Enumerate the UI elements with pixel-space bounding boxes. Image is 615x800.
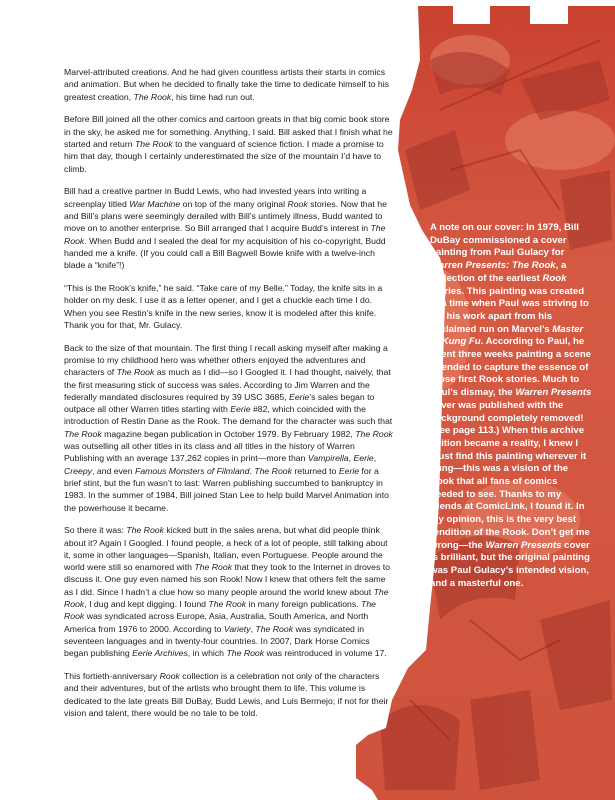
italic-title-text: Famous Monsters of Filmland — [135, 465, 250, 476]
italic-title-text: The Rook — [64, 223, 386, 246]
text-run: Back to the size of that mountain. The first thing I recall asking myself after making a promise to my childhood hero was whether others enjoyed the adventures and characters of — [64, 342, 388, 378]
italic-title-text: Eerie — [353, 453, 374, 464]
italic-title-text: The Rook — [194, 562, 233, 573]
body-paragraph — [64, 185, 394, 271]
text-run: This fortieth-anniversary — [64, 671, 160, 682]
body-paragraph — [64, 66, 394, 103]
italic-title-text: The Rook — [255, 623, 294, 634]
text-run: on top of the many original — [180, 198, 288, 209]
italic-title-text: Rook — [542, 272, 567, 284]
text-run: , his time had run out. — [171, 91, 255, 102]
text-run: in many foreign publications. — [246, 599, 362, 610]
text-run: , — [348, 453, 354, 464]
italic-title-text: Eerie — [338, 465, 360, 476]
text-run: kicked butt in the sales arena, but what did people think about it? Again I Googled. I found people, a heck of a lot of people, still talking about it, some in other languages—Spanish, Italian, even Portuguese. People around the world were still so enamored with — [64, 525, 388, 573]
text-run: was reintroduced in volume 17. — [264, 648, 387, 659]
italic-title-text: The Rook — [64, 586, 389, 610]
text-run: Marvel-attributed creations. And he had given countless artists their starts in comics and animation. But when he decided to finally take the time to dedicate himself to his greatest creation, — [64, 67, 390, 102]
text-run: that they took to the Internet in droves to discuss it. One guy even named his son Rook! Now I knew that others felt the same as I did. Since I hadn’t a clue how so many people around the world knew about — [64, 562, 390, 597]
text-run: was syndicated across Europe, Asia, Australia, South America, and North America from 1976 to 2000. According to — [64, 611, 369, 634]
text-run: . When Budd and I sealed the deal for my acquisition of his co-copyright, Budd handed me a knife. (If you could call a Bill Bagwell Bowie knife with a twelve-inch blade a “knife”!) — [64, 235, 386, 271]
italic-title-text: War Machine — [129, 198, 181, 209]
text-run: was syndicated in seventeen languages and in twenty-four countries. In 2007, Dark Horse Comics began publishing — [64, 623, 370, 659]
text-run: cover is brilliant, but the original painting was Paul Gulacy’s intended vision, and a masterful one. — [430, 539, 590, 589]
text-run: , a collection of the earliest — [430, 260, 567, 284]
body-paragraph — [64, 524, 394, 659]
italic-title-text: Master of Kung Fu — [430, 323, 584, 348]
italic-title-text: The Rook — [135, 138, 173, 149]
body-paragraph — [64, 282, 394, 331]
text-run: magazine began publication in October 1979. By February 1982, — [101, 428, 356, 439]
cover-note-paragraph — [430, 222, 593, 590]
text-run: Before Bill joined all the other comics and cartoon greats in that big comic book store in the sky, he asked me for something. Anything, I said. Bill asked that I finish what he started and return — [64, 114, 393, 149]
text-run: So there it was: — [64, 525, 127, 536]
italic-title-text: Warren Presents — [485, 539, 562, 551]
italic-title-text: Eerie Archives — [132, 648, 188, 659]
text-run: stories. This painting was created at a time when Paul was striving to set his work apart from his acclaimed run on Marvel’s — [430, 285, 589, 335]
italic-title-text: Eerie — [230, 404, 251, 415]
text-run: . — [249, 465, 255, 476]
italic-title-text: Rook — [159, 671, 180, 682]
italic-title-text: The Rook — [116, 367, 155, 378]
italic-title-text: Warren Presents — [515, 387, 592, 399]
text-run: , — [373, 453, 377, 464]
text-run: collection is a celebration not only of the characters and their adventures, but of the artists who brought them to life. This volume is dedicated to the late greats Bill DuBay, Budd Lewis, and Luis Bermejo; if not for their vision and talent, there would be no tale to be told. — [64, 671, 389, 718]
italic-title-text: Creepy — [64, 465, 93, 476]
text-run: A note on our cover: In 1979, Bill DuBay commissioned a cover painting from Paul Gulacy for — [430, 222, 579, 259]
text-run: cover was published with the background completely removed! (See page 113.) When this archive edition became a reality, I knew I must find this painting wherever it hung—this was a vision of the Rook that all fans of comics needed to see. Thanks to my friends at ComicLink, I found it. In my opinion, this is the very best rendition of the Rook. Don’t get me wrong—the — [430, 399, 590, 551]
italic-title-text: The Rook — [64, 599, 377, 622]
italic-title-text: The Rook — [254, 465, 292, 476]
text-run: for a brief stint, but the fun wasn’t to last: Warren publishing succumbed to bankruptcy in 1983. In the summer of 1984, Bill joined Stan Lee to help build Marvel Animation into the powerhouse it became. — [64, 465, 390, 513]
italic-title-text: The Rook — [355, 428, 393, 439]
body-paragraph — [64, 670, 394, 719]
text-run: , in which — [187, 648, 227, 659]
cover-note-sidebar — [430, 222, 593, 590]
body-paragraph — [64, 113, 394, 174]
body-paragraph — [64, 342, 394, 514]
text-run: . According to Paul, he spent three weeks painting a scene intended to capture the essence of those first Rook stories. Much to Paul’s dismay, the — [430, 336, 592, 399]
text-run: to the vanguard of science fiction. I made a promise to him that day, though I certainly underestimated the size of the mountain I’d have to climb. — [64, 138, 384, 174]
text-run: , and even — [92, 465, 136, 476]
italic-title-text: Warren Presents: The Rook — [430, 260, 556, 272]
text-run: was outselling all other titles in its class and all titles in the history of Warren Publishing with an average 137,262 copies in print—more than — [64, 441, 355, 464]
italic-title-text: The Rook — [208, 599, 247, 610]
text-run: , — [250, 623, 256, 634]
article-body — [64, 66, 394, 730]
italic-title-text: The Rook — [64, 428, 102, 439]
text-run: “This is the Rook’s knife,” he said. “Take care of my Belle.” Today, the knife sits in a holder on my desk. I use it as a letter opener, and I get a chuckle each time I do. When you see Restin’s knife in the new series, know it is modeled after this knife. Thank you for that, Mr. Gulacy. — [64, 282, 383, 330]
text-run: , I dug and kept digging. I found — [84, 599, 209, 610]
text-run: Bill had a creative partner in Budd Lewis, who had invested years into writing a screenplay titled — [64, 186, 367, 209]
italic-title-text: Rook — [287, 198, 308, 209]
italic-title-text: Variety — [223, 623, 251, 634]
text-run: returned to — [291, 465, 339, 476]
italic-title-text: The Rook — [226, 648, 265, 659]
italic-title-text: The Rook — [133, 91, 172, 102]
text-run: stories. Now that he and Bill’s plans were seemingly derailed with Bill’s untimely illness, Budd wanted to move on to another enterprise. So Bill arranged that I acquire Budd’s interest in — [64, 198, 387, 234]
italic-title-text: Vampirella — [307, 453, 349, 464]
text-run: #82, which coincided with the introduction of Restin Dane as the Rook. The demand for the character was such that — [64, 404, 393, 427]
text-run: as much as I did—so I Googled it. I had thought, naively, that the first measuring stick of success was sales. According to Jim Warren and the federally mandated disclosures required by 39 USC 3685, — [64, 367, 391, 402]
text-run: ’s sales began to outpace all other Warren titles starting with — [64, 391, 375, 415]
italic-title-text: The Rook — [126, 525, 164, 536]
italic-title-text: Eerie — [289, 391, 310, 402]
